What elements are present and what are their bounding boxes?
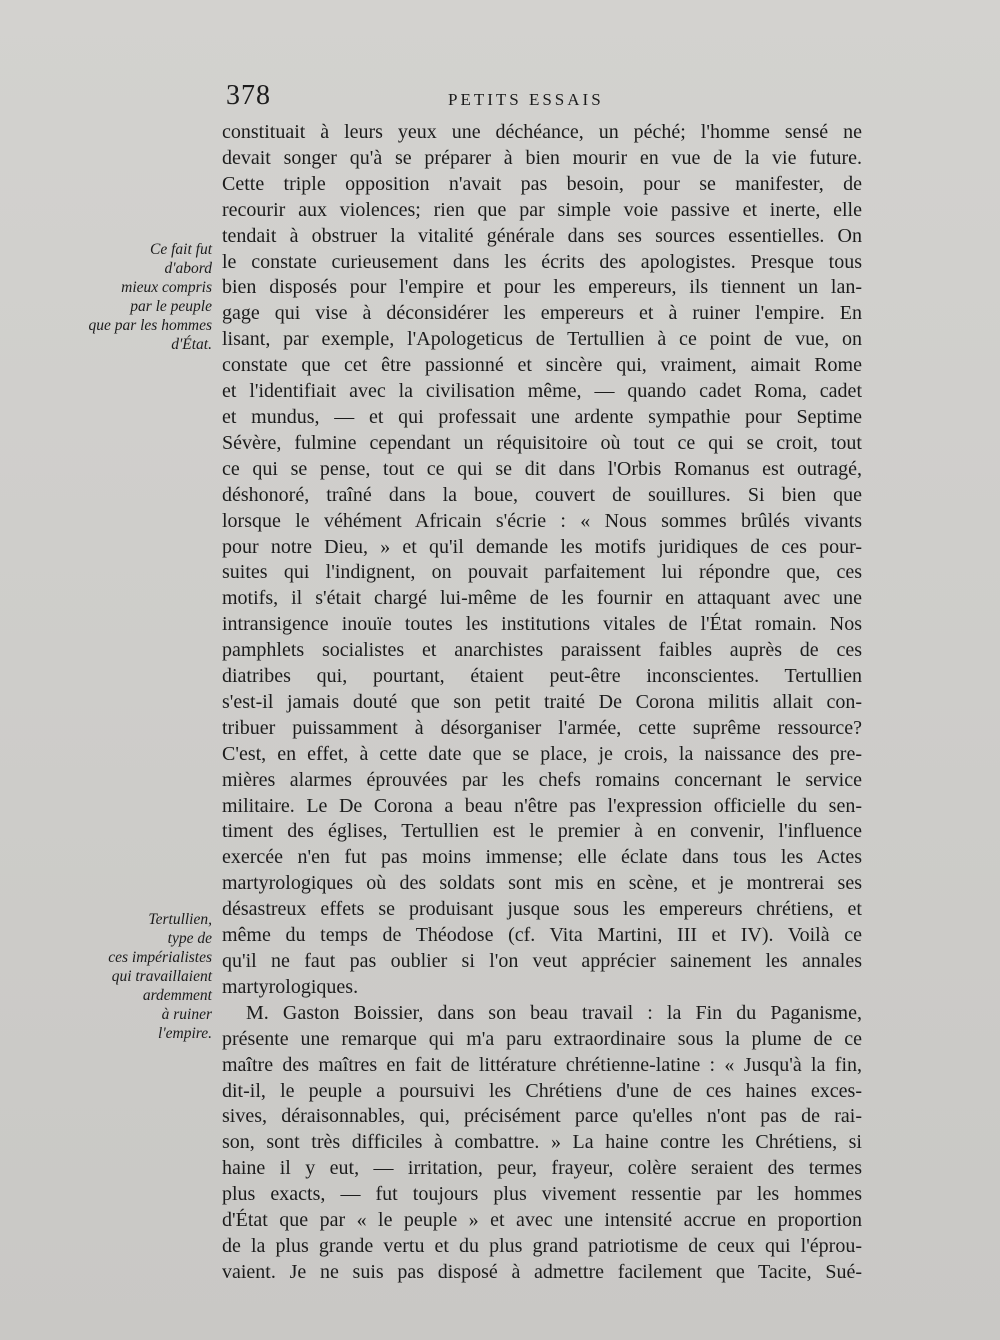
- text-line: lorsque le véhément Africain s'écrie : « Nous sommes brûlés vivants: [222, 509, 862, 532]
- text-line: lisant, par exemple, l'Apologeticus de Tertullien à ce point de vue, on: [222, 328, 862, 351]
- margin-note-line: l'empire.: [158, 1025, 212, 1042]
- margin-note-line: ardemment: [142, 987, 212, 1004]
- text-line: même du temps de Théodose (cf. Vita Martini, III et IV). Voilà ce: [222, 924, 862, 947]
- text-line: son, sont très difficiles à combattre. » La haine contre les Chrétiens, si: [222, 1131, 862, 1154]
- text-line: dit-il, le peuple a poursuivi les Chrétiens d'une de ces haines exces-: [222, 1079, 862, 1102]
- text-line: vaient. Je ne suis pas disposé à admettre facilement que Tacite, Sué-: [222, 1260, 862, 1283]
- text-line: tribuer puissamment à désorganiser l'armée, cette suprême ressource?: [222, 716, 862, 739]
- text-line: diatribes qui, pourtant, étaient peut-être inconscientes. Tertullien: [222, 665, 862, 688]
- margin-note-1: [50, 240, 212, 354]
- text-line: présente une remarque qui m'a paru extraordinaire sous la plume de ce: [222, 1027, 862, 1050]
- margin-note-line: ces impérialistes: [108, 949, 212, 966]
- margin-note-line: d'abord: [164, 260, 212, 277]
- margin-note-line: d'État.: [171, 336, 212, 353]
- text-line: d'État que par « le peuple » et avec une intensité accrue en proportion: [222, 1209, 862, 1232]
- text-line: de la plus grande vertu et du plus grand patriotisme de ceux qui l'éprou-: [222, 1234, 862, 1257]
- margin-note-line: Ce fait fut: [150, 241, 212, 258]
- margin-note-line: à ruiner: [161, 1006, 212, 1023]
- text-line: gage qui vise à déconsidérer les empereurs et à ruiner l'empire. En: [222, 302, 862, 325]
- text-line: s'est-il jamais douté que son petit traité De Corona militis allait con-: [222, 690, 862, 713]
- page-number: 378: [226, 80, 271, 111]
- text-line: Sévère, fulmine cependant un réquisitoire où tout ce qui se croit, tout: [222, 431, 862, 454]
- margin-note-line: par le peuple: [130, 298, 212, 315]
- margin-note-line: type de: [167, 930, 212, 947]
- text-line: tendait à obstruer la vitalité générale dans ses sources essentielles. On: [222, 224, 862, 247]
- text-line: haine il y eut, — irritation, peur, frayeur, colère seraient des termes: [222, 1157, 862, 1180]
- text-line: timent des églises, Tertullien est le premier à en convenir, l'influence: [222, 820, 862, 843]
- text-line: désastreux effets se produisant jusque sous les empereurs chrétiens, et: [222, 898, 862, 921]
- margin-note-line: Tertullien,: [148, 911, 212, 928]
- text-line: exercée n'en fut pas moins immense; elle éclate dans tous les Actes: [222, 846, 862, 869]
- text-line: motifs, il s'était chargé lui-même de les fournir en attaquant avec une: [222, 587, 862, 610]
- text-line: devait songer qu'à se préparer à bien mourir en vue de la vie future.: [222, 146, 862, 169]
- body-text: [222, 120, 862, 1286]
- text-line: constituait à leurs yeux une déchéance, un péché; l'homme sensé ne: [222, 121, 862, 143]
- text-line: ce qui se pense, tout ce qui se dit dans l'Orbis Romanus est outragé,: [222, 457, 862, 480]
- running-head: PETITS ESSAIS: [448, 90, 604, 109]
- page-header: [222, 80, 862, 120]
- text-line: intransigence inouïe toutes les institutions vitales de l'État romain. Nos: [222, 613, 862, 636]
- text-line: mières alarmes éprouvées par les chefs romains concernant le service: [222, 768, 862, 791]
- text-line: sives, déraisonnables, qui, précisément parce qu'elles n'ont pas de rai-: [222, 1105, 862, 1128]
- text-line: et mundus, — et qui professait une ardente sympathie pour Septime: [222, 405, 862, 428]
- text-line: recourir aux violences; rien que par simple voie passive et inerte, elle: [222, 198, 862, 221]
- paragraph-start-line: M. Gaston Boissier, dans son beau travail : la Fin du Paganisme,: [246, 1001, 862, 1024]
- margin-note-line: mieux compris: [121, 279, 212, 296]
- text-line: plus exacts, — fut toujours plus vivement ressentie par les hommes: [222, 1183, 862, 1206]
- text-line: qu'il ne faut pas oublier si l'on veut apprécier sainement les annales: [222, 950, 862, 972]
- text-line: le constate curieusement dans les écrits des apologistes. Presque tous: [222, 250, 862, 273]
- text-line: martyrologiques où des soldats sont mis en scène, et je montrerai ses: [222, 872, 862, 895]
- text-line: C'est, en effet, à cette date que se place, je crois, la naissance des pre-: [222, 742, 862, 765]
- text-line: suites qui l'indignent, on pouvait parfaitement lui répondre que, ces: [222, 561, 862, 584]
- text-line: pamphlets socialistes et anarchistes paraissent faibles auprès de ces: [222, 639, 862, 662]
- text-line: militaire. Le De Corona a beau n'être pas l'expression officielle du sen-: [222, 794, 862, 817]
- text-line: et l'identifiait avec la civilisation même, — quando cadet Roma, cadet: [222, 380, 862, 403]
- text-line: constate que cet être passionné et sincère qui, vraiment, aimait Rome: [222, 354, 862, 377]
- margin-note-2: [50, 910, 212, 1043]
- paragraph-end-line: martyrologiques.: [222, 975, 359, 998]
- text-line: Cette triple opposition n'avait pas besoin, pour se manifester, de: [222, 172, 862, 195]
- text-line: pour notre Dieu, » et qu'il demande les motifs juridiques de ces pour-: [222, 535, 862, 558]
- margin-note-line: que par les hommes: [88, 317, 212, 334]
- margin-note-line: qui travaillaient: [111, 968, 212, 985]
- text-line: bien disposés pour l'empire et pour les empereurs, ils tiennent un lan-: [222, 276, 862, 299]
- text-line: maître des maîtres en fait de littérature chrétienne-latine : « Jusqu'à la fin,: [222, 1053, 862, 1076]
- text-line: déshonoré, traîné dans la boue, couvert de souillures. Si bien que: [222, 483, 862, 506]
